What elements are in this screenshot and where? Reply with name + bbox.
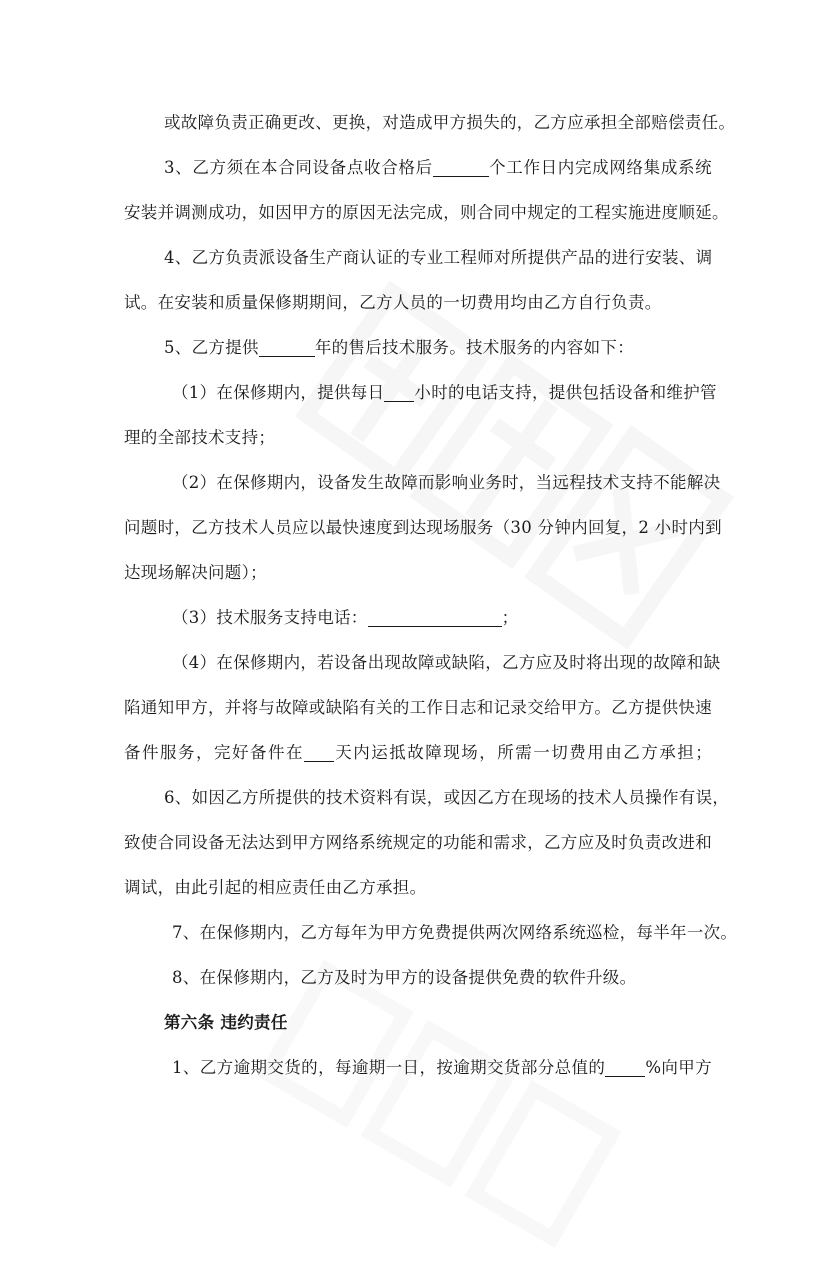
- spare-days-blank: [304, 741, 334, 762]
- clause-5-line-1: 5、乙方提供 年的售后技术服务。技术服务的内容如下：: [164, 338, 635, 357]
- clause-3-line-1: 3、乙方须在本合同设备点收合格后 个工作日内完成网络集成系统: [164, 158, 712, 177]
- clause-6-line-1: 6、如因乙方所提供的技术资料有误，或因乙方在现场的技术人员操作有误，: [164, 788, 730, 807]
- item-1-line-2: 理的全部技术支持；: [124, 428, 276, 447]
- item-4-line-1: （4）在保修期内，若设备出现故障或缺陷，乙方应及时将出现的故障和缺: [172, 653, 721, 672]
- item-2-line-1: （2）在保修期内，设备发生故障而影响业务时，当远程技术支持不能解决: [172, 473, 721, 492]
- clause-3-line-2: 安装并调测成功，如因甲方的原因无法完成，则合同中规定的工程实施进度顺延。: [124, 203, 729, 222]
- percent-blank: [605, 1056, 645, 1077]
- section-heading: 第六条 违约责任: [164, 1013, 288, 1032]
- watermark-lower-glyph-3: [474, 1089, 612, 1238]
- item-4-line-2: 陷通知甲方，并将与故障或缺陷有关的工作日志和记录交给甲方。乙方提供快速: [124, 698, 712, 717]
- clause-4-line-1: 4、乙方负责派设备生产商认证的专业工程师对所提供产品的进行安装、调: [164, 248, 713, 267]
- watermark-lower-glyph-2: [370, 1029, 508, 1178]
- years-blank: [259, 336, 315, 357]
- clause-6-line-3: 调试，由此引起的相应责任由乙方承担。: [124, 878, 427, 897]
- phone-blank: [368, 606, 502, 627]
- paragraph-line: 或故障负责正确更改、更换，对造成甲方损失的，乙方应承担全部赔偿责任。: [164, 113, 736, 132]
- hours-blank: [384, 381, 414, 402]
- item-4-line-3: 备件服务，完好备件在 天内运抵故障现场，所需一切费用由乙方承担；: [124, 743, 712, 762]
- item-2-line-2: 问题时，乙方技术人员应以最快速度到达现场服务（30 分钟内回复，2 小时内到: [124, 518, 722, 537]
- item-1-line-1: （1）在保修期内，提供每日 小时的电话支持，提供包括设备和维护管: [172, 383, 717, 402]
- clause-8-line: 8、在保修期内，乙方及时为甲方的设备提供免费的软件升级。: [172, 968, 637, 987]
- days-blank: [433, 156, 489, 177]
- clause-4-line-2: 试。在安装和质量保修期期间，乙方人员的一切费用均由乙方自行负责。: [124, 293, 662, 312]
- item-2-line-3: 达现场解决问题）；: [124, 563, 267, 582]
- penalty-clause-1-line: 1、乙方逾期交货的，每逾期一日，按逾期交货部分总值的 %向甲方: [172, 1058, 712, 1077]
- clause-6-line-2: 致使合同设备无法达到甲方网络系统规定的功能和需求，乙方应及时负责改进和: [124, 833, 712, 852]
- item-3-line: （3）技术服务支持电话： ；: [172, 608, 519, 627]
- clause-7-line: 7、在保修期内，乙方每年为甲方免费提供两次网络系统巡检，每半年一次。: [172, 923, 738, 942]
